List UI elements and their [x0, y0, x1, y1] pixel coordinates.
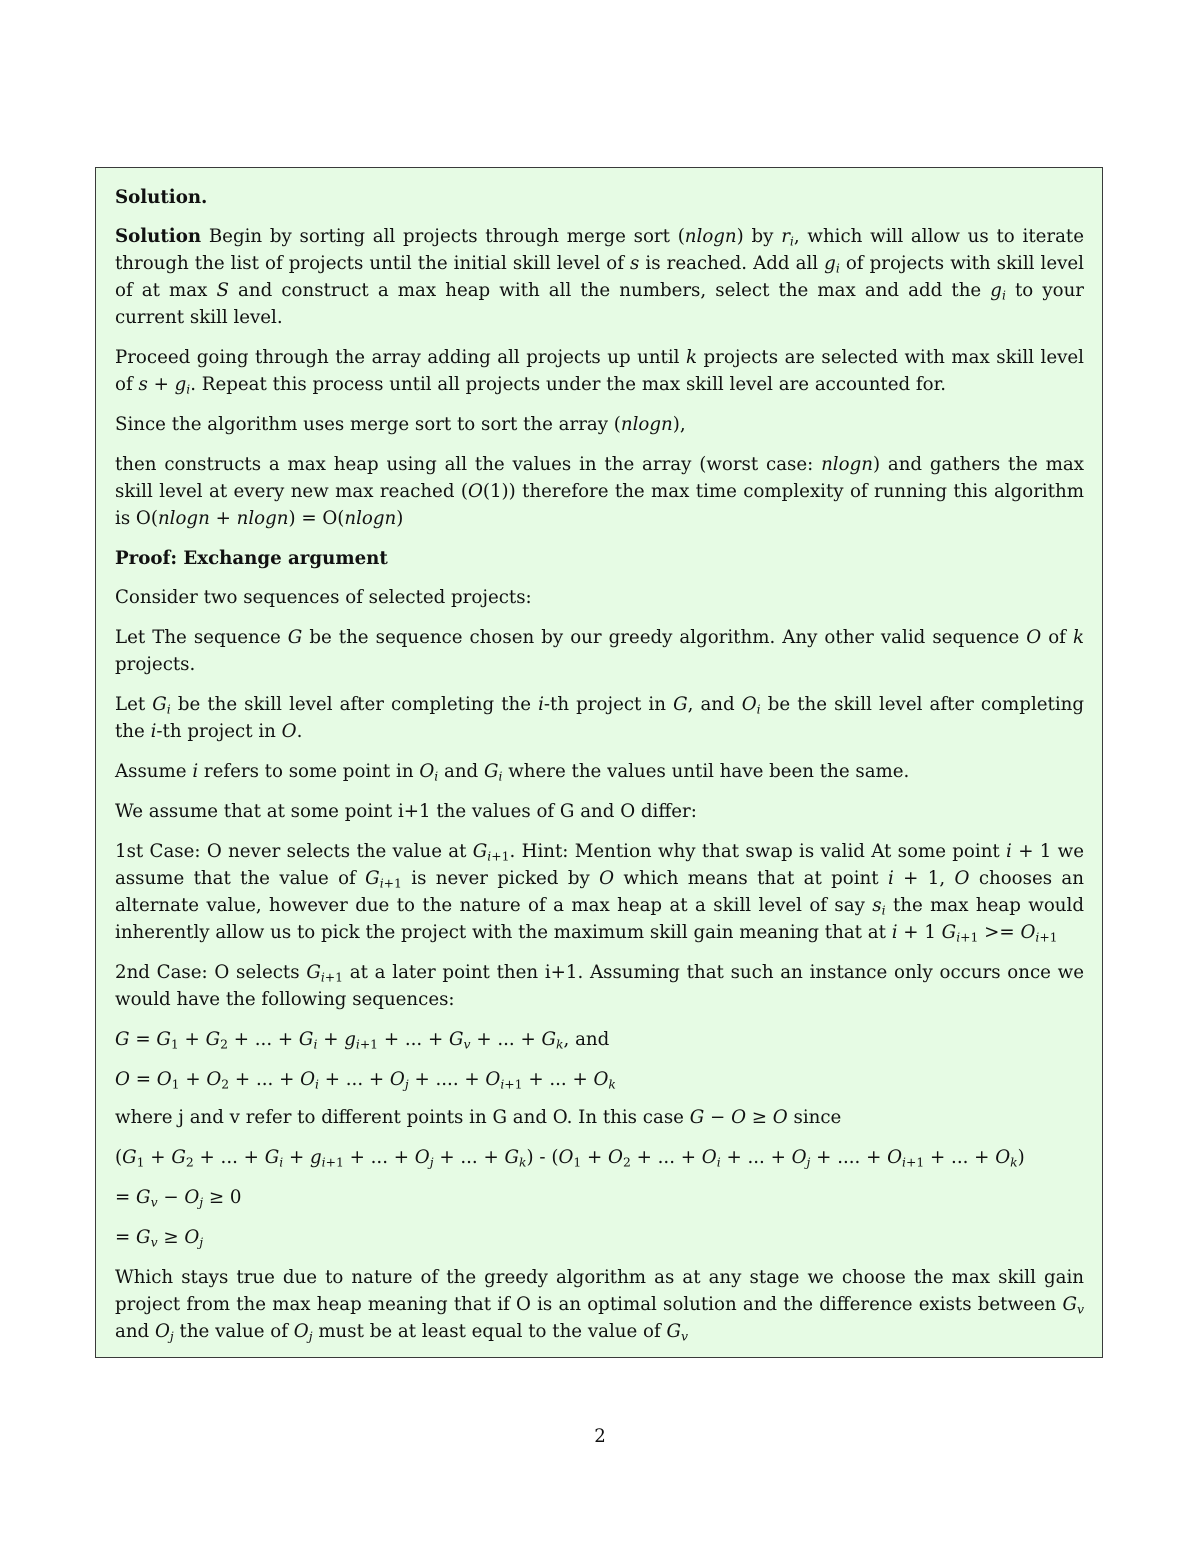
- proof-conclusion: Which stays true due to nature of the greedy algorithm as at any stage we choose the max skill gain project from the max heap meaning that if O is an optimal solution and the difference exists between $G_v$ and $O_j$ the value of $O_j$ must be at least equal to the value of $G_v$: [115, 1267, 1084, 1344]
- solution-lead: Solution: [115, 226, 202, 247]
- proof-difference: We assume that at some point i+1 the values of G and O differ:: [115, 801, 697, 822]
- iteration-paragraph: Proceed going through the array adding all projects up until k projects are selected with max skill level of $s + g_i$. Repeat this process until all projects under the max skill level are accounted for.: [115, 347, 1084, 397]
- proof-heading: Proof: Exchange argument: [115, 548, 388, 569]
- complexity-paragraph-1: Since the algorithm uses merge sort to sort the array (nlogn),: [115, 414, 686, 435]
- proof-definition-sequences: Let The sequence G be the sequence chosen by our greedy algorithm. Any other valid sequence O of k projects.: [115, 627, 1084, 675]
- proof-intro: Consider two sequences of selected projects:: [115, 587, 532, 608]
- proof-case-1: 1st Case: O never selects the value at $G_{i+1}$. Hint: Mention why that swap is valid At some point i + 1 we assume that the value of $G_{i+1}$ is never picked by O which means that at point i + 1, O chooses an alternate value, however due to the nature of a max heap at a skill level of say $s_i$ the max heap would inherently allow us to pick the project with the maximum skill gain meaning that at i + 1 $G_{i+1} >= O_{i+1}$: [115, 841, 1084, 945]
- proof-definition-levels: Let $G_i$ be the skill level after completing the i-th project in G, and $O_i$ be the skill level after completing the i-th project in O.: [115, 694, 1085, 742]
- solution-box: [95, 167, 1103, 1358]
- equation-g: $G = G_1 + G_2$ + ... + $G_i + g_{i+1}$ + ... + $G_v$ + ... + $G_k$, and: [115, 1029, 610, 1052]
- solution-text: Begin by sorting all projects through merge sort (nlogn) by $r_i$, which will allow us to iterate through the list of projects until the initial skill level of s is reached. Add all $g_i$ of projects with skill level of at max S and construct a max heap with all the numbers, select the max and add the $g_i$ to your current skill level.: [115, 226, 1084, 328]
- proof-assumption: Assume i refers to some point in $O_i$ and $G_i$ where the values until have been the same.: [115, 761, 910, 784]
- equation-difference: ($G_1 + G_2$ + ... + $G_i + g_{i+1}$ + ... + $O_j$ + ... + $G_k) - (O_1 + O_2$ + ... + $O_i$ + ... + $O_j$ + .... + $O_{i+1}$ + ... + $O_k$): [115, 1147, 1025, 1170]
- equation-result-2: = $G_v \ge O_j$: [115, 1227, 204, 1250]
- proof-case-2: 2nd Case: O selects $G_{i+1}$ at a later point then i+1. Assuming that such an instance only occurs once we would have the following sequences:: [115, 962, 1084, 1010]
- solution-heading: Solution.: [115, 187, 208, 208]
- complexity-paragraph-2: then constructs a max heap using all the values in the array (worst case: nlogn) and gathers the max skill level at every new max reached (O(1)) therefore the max time complexity of running this algorithm is O(nlogn + nlogn) = O(nlogn): [115, 454, 1084, 529]
- solution-paragraph: [115, 223, 1084, 331]
- equation-o: $O = O_1 + O_2$ + ... + $O_i$ + ... + $O_j$ + .... + $O_{i+1}$ + ... + $O_k$: [115, 1069, 616, 1092]
- proof-comparison: where j and v refer to different points in G and O. In this case G − O ≥ O since: [115, 1107, 842, 1128]
- page-number: 2: [594, 1426, 606, 1447]
- equation-result-1: = $G_v - O_j \ge 0$: [115, 1187, 242, 1210]
